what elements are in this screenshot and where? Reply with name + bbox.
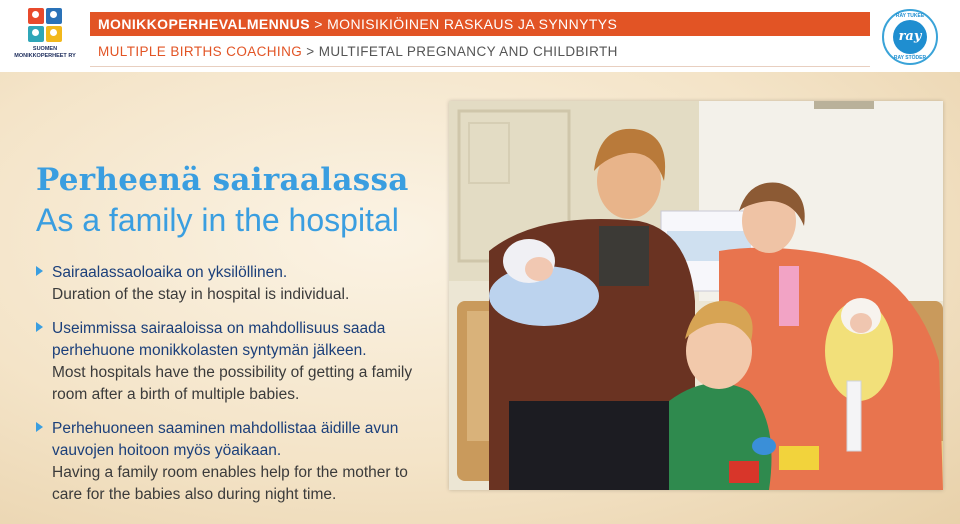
ray-icon: ray	[893, 20, 927, 54]
slide-title-english: As a family in the hospital	[36, 202, 399, 238]
bullet-text-finnish: Perhehuoneen saaminen mahdollistaa äidille avun vauvojen hoitoon myös yöaikaan.	[52, 420, 399, 459]
bullet-triangle-icon	[36, 266, 43, 276]
logo-tiles-icon	[28, 8, 62, 42]
header-en-name: MULTIPLE BIRTHS COACHING	[98, 44, 303, 59]
bullet-item	[36, 318, 436, 406]
bullet-item	[36, 418, 436, 506]
bullet-text-finnish: Sairaalassaoloaika on yksilöllinen.	[52, 264, 288, 281]
ray-badge-logo: RAY TUKEE ray RAY STÖDER	[882, 9, 938, 65]
header-title-bar	[90, 12, 870, 36]
header-english-subtitle	[98, 44, 618, 59]
header-en-rest: > MULTIFETAL PREGNANCY AND CHILDBIRTH	[302, 44, 618, 59]
slide-title-finnish: Perheenä sairaalassa	[36, 162, 409, 198]
suomen-monikkoperheet-logo	[14, 8, 76, 64]
bullet-triangle-icon	[36, 422, 43, 432]
header-background	[0, 0, 960, 72]
header-divider	[90, 66, 870, 67]
bullet-text-english: Having a family room enables help for the mother to care for the babies also during night time.	[52, 464, 408, 503]
bullet-item	[36, 262, 436, 306]
bullet-list	[36, 262, 436, 518]
bullet-text-finnish: Useimmissa sairaaloissa on mahdollisuus saada perhehuone monikkolasten syntymän jälkeen.	[52, 320, 386, 359]
photo-illustration	[449, 101, 943, 490]
header-org-name: MONIKKOPERHEVALMENNUS	[98, 16, 310, 32]
bullet-text-english: Duration of the stay in hospital is individual.	[52, 286, 350, 303]
logo-text: SUOMEN MONIKKOPERHEET RY	[14, 46, 76, 59]
bullet-text-english: Most hospitals have the possibility of getting a family room after a birth of multiple babies.	[52, 364, 413, 403]
header-org-subtitle: > MONISIKIÖINEN RASKAUS JA SYNNYTYS	[309, 16, 618, 32]
bullet-triangle-icon	[36, 322, 43, 332]
family-hospital-photo	[449, 101, 943, 490]
